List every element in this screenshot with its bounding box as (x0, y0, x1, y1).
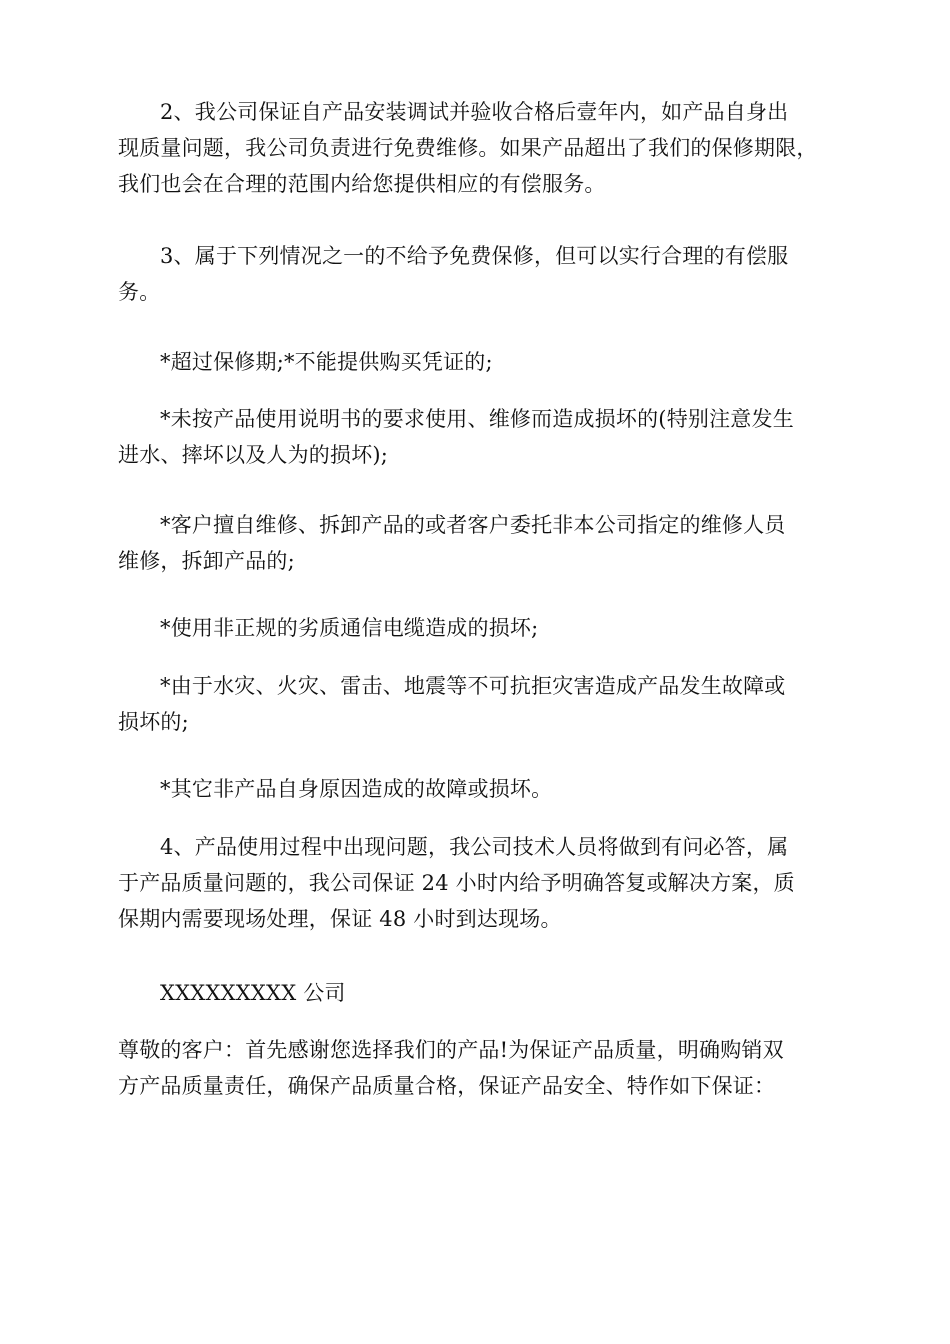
paragraph-line: *由于水灾、火灾、雷击、地震等不可抗拒灾害造成产品发生故障或 (160, 674, 786, 698)
paragraph-line: 保期内需要现场处理，保证 48 小时到达现场。 (118, 907, 562, 931)
paragraph-line: 方产品质量责任，确保产品质量合格，保证产品安全、特作如下保证： (118, 1074, 776, 1098)
paragraph-line: 2、我公司保证自产品安装调试并验收合格后壹年内，如产品自身出 (160, 100, 789, 124)
paragraph-warranty-period (118, 94, 838, 202)
paragraph-line: *使用非正规的劣质通信电缆造成的损坏; (160, 616, 539, 640)
paragraph-line: *客户擅自维修、拆卸产品的或者客户委托非本公司指定的维修人员 (160, 513, 786, 537)
exclusion-item-cable (118, 610, 838, 646)
paragraph-line: 进水、摔坏以及人为的损坏); (118, 443, 389, 467)
paragraph-line: XXXXXXXXX 公司 (160, 981, 346, 1005)
paragraph-line: 尊敬的客户：首先感谢您选择我们的产品!为保证产品质量，明确购销双 (118, 1038, 784, 1062)
paragraph-customer-greeting (118, 1032, 838, 1104)
exclusion-item-misuse (118, 401, 838, 473)
paragraph-line: 于产品质量问题的，我公司保证 24 小时内给予明确答复或解决方案，质 (118, 871, 795, 895)
exclusion-item-disaster (118, 668, 838, 740)
exclusion-item-unauthorized-repair (118, 507, 838, 579)
company-signature (118, 975, 838, 1011)
paragraph-line: 维修，拆卸产品的; (118, 549, 295, 573)
exclusion-item-other (118, 771, 838, 807)
paragraph-line: 3、属于下列情况之一的不给予免费保修，但可以实行合理的有偿服 (160, 244, 789, 268)
paragraph-line: 务。 (118, 280, 161, 304)
paragraph-exclusions-intro (118, 238, 838, 310)
paragraph-line: 现质量问题，我公司负责进行免费维修。如果产品超出了我们的保修期限， (118, 136, 818, 160)
paragraph-line: *超过保修期;*不能提供购买凭证的; (160, 350, 493, 374)
paragraph-support-response (118, 829, 838, 937)
paragraph-line: 我们也会在合理的范围内给您提供相应的有偿服务。 (118, 172, 606, 196)
paragraph-line: 4、产品使用过程中出现问题，我公司技术人员将做到有问必答，属 (160, 835, 789, 859)
paragraph-line: *未按产品使用说明书的要求使用、维修而造成损坏的(特别注意发生 (160, 407, 794, 431)
exclusion-item-expired (118, 344, 838, 380)
paragraph-line: 损坏的; (118, 710, 189, 734)
paragraph-line: *其它非产品自身原因造成的故障或损坏。 (160, 777, 553, 801)
